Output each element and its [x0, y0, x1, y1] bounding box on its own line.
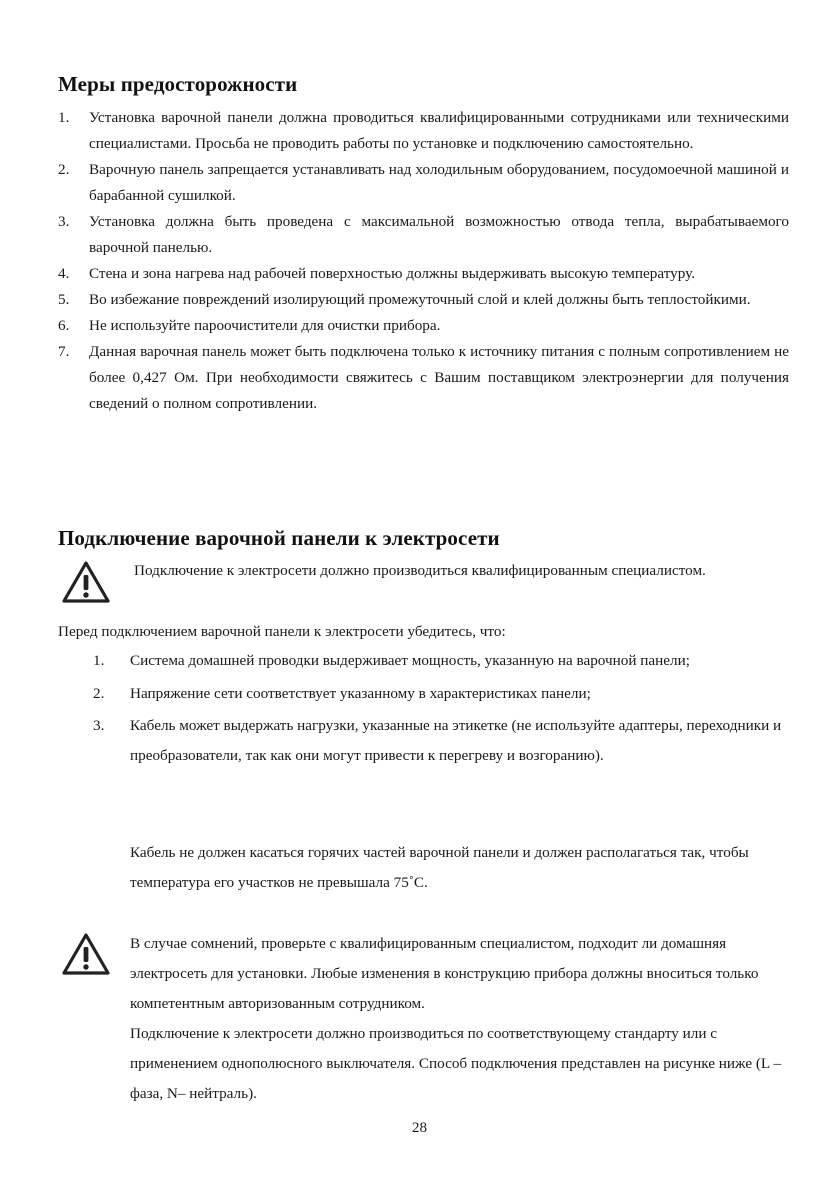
page-number: 28 [411, 1119, 428, 1136]
intro-text: Перед подключением варочной панели к электросети убедитесь, что: [58, 623, 506, 640]
item-text: Установка варочной панели должна проводиться квалифицированными сотрудниками или техническими специалистами. Просьба не проводить работы по установке и подключению самостоятельно. [89, 109, 789, 152]
warning-text: В случае сомнений, проверьте с квалифицированным специалистом, подходит ли домашняя электросеть для установки. Любые изменения в конструкцию прибора должны вноситься только компетентным авторизованным сотрудником. [130, 935, 759, 1012]
list-item [58, 339, 789, 417]
item-number: 2. [58, 161, 70, 178]
list-item [58, 105, 789, 157]
item-number: 3. [93, 717, 105, 734]
item-number: 7. [58, 343, 70, 360]
item-text: Установка должна быть проведена с максимальной возможностью отвода тепла, вырабатываемого варочной панелью. [89, 213, 789, 256]
item-text: Не используйте пароочистители для очистки прибора. [89, 317, 441, 334]
list-item [58, 157, 789, 209]
connection-note: Подключение к электросети должно производиться по соответствующему стандарту или с применением однополюсного выключателя. Способ подключения представлен на рисунке ниже (L – фаза, N– нейтраль). [130, 1025, 782, 1102]
item-number: 1. [93, 652, 105, 669]
item-text: Напряжение сети соответствует указанному в характеристиках панели; [130, 684, 591, 702]
cable-note: Кабель не должен касаться горячих частей варочной панели и должен располагаться так, чтобы температура его участков не превышала 75˚C. [130, 844, 749, 891]
item-text: Стена и зона нагрева над рабочей поверхностью должны выдерживать высокую температуру. [89, 265, 696, 282]
item-text: Данная варочная панель может быть подключена только к источнику питания с полным сопротивлением не более 0,427 Ом. При необходимости свяжитесь с Вашим поставщиком электроэнергии для получения сведений о полном сопротивлении. [89, 343, 789, 412]
warning-block [130, 929, 792, 1109]
item-number: 5. [58, 291, 70, 308]
item-number: 3. [58, 213, 70, 230]
item-text: Варочную панель запрещается устанавливать над холодильным оборудованием, посудомоечной машиной и барабанной сушилкой. [89, 161, 789, 204]
list-item [93, 646, 793, 676]
warning-triangle-icon [61, 932, 111, 976]
list-item [58, 287, 789, 313]
list-item [58, 313, 789, 339]
list-item [58, 261, 789, 287]
list-item [58, 209, 789, 261]
list-item [93, 679, 793, 709]
list-item [93, 711, 793, 770]
section-title-electrical-connection: Подключение варочной панели к электросети [58, 526, 500, 550]
precautions-list [58, 105, 789, 417]
item-number: 6. [58, 317, 70, 334]
item-text: Во избежание повреждений изолирующий промежуточный слой и клей должны быть теплостойкими. [89, 291, 751, 308]
warning-triangle-icon [61, 560, 111, 604]
section-title-precautions: Меры предосторожности [58, 72, 298, 96]
item-number: 2. [93, 684, 105, 702]
item-text: Система домашней проводки выдерживает мощность, указанную на варочной панели; [130, 652, 690, 669]
item-text: Кабель может выдержать нагрузки, указанные на этикетке (не используйте адаптеры, переходники и преобразователи, так как они могут привести к перегреву и возгоранию). [130, 717, 782, 764]
warning-text: Подключение к электросети должно производиться квалифицированным специалистом. [134, 562, 706, 579]
item-number: 4. [58, 265, 70, 282]
item-number: 1. [58, 109, 70, 126]
checklist [93, 646, 793, 773]
